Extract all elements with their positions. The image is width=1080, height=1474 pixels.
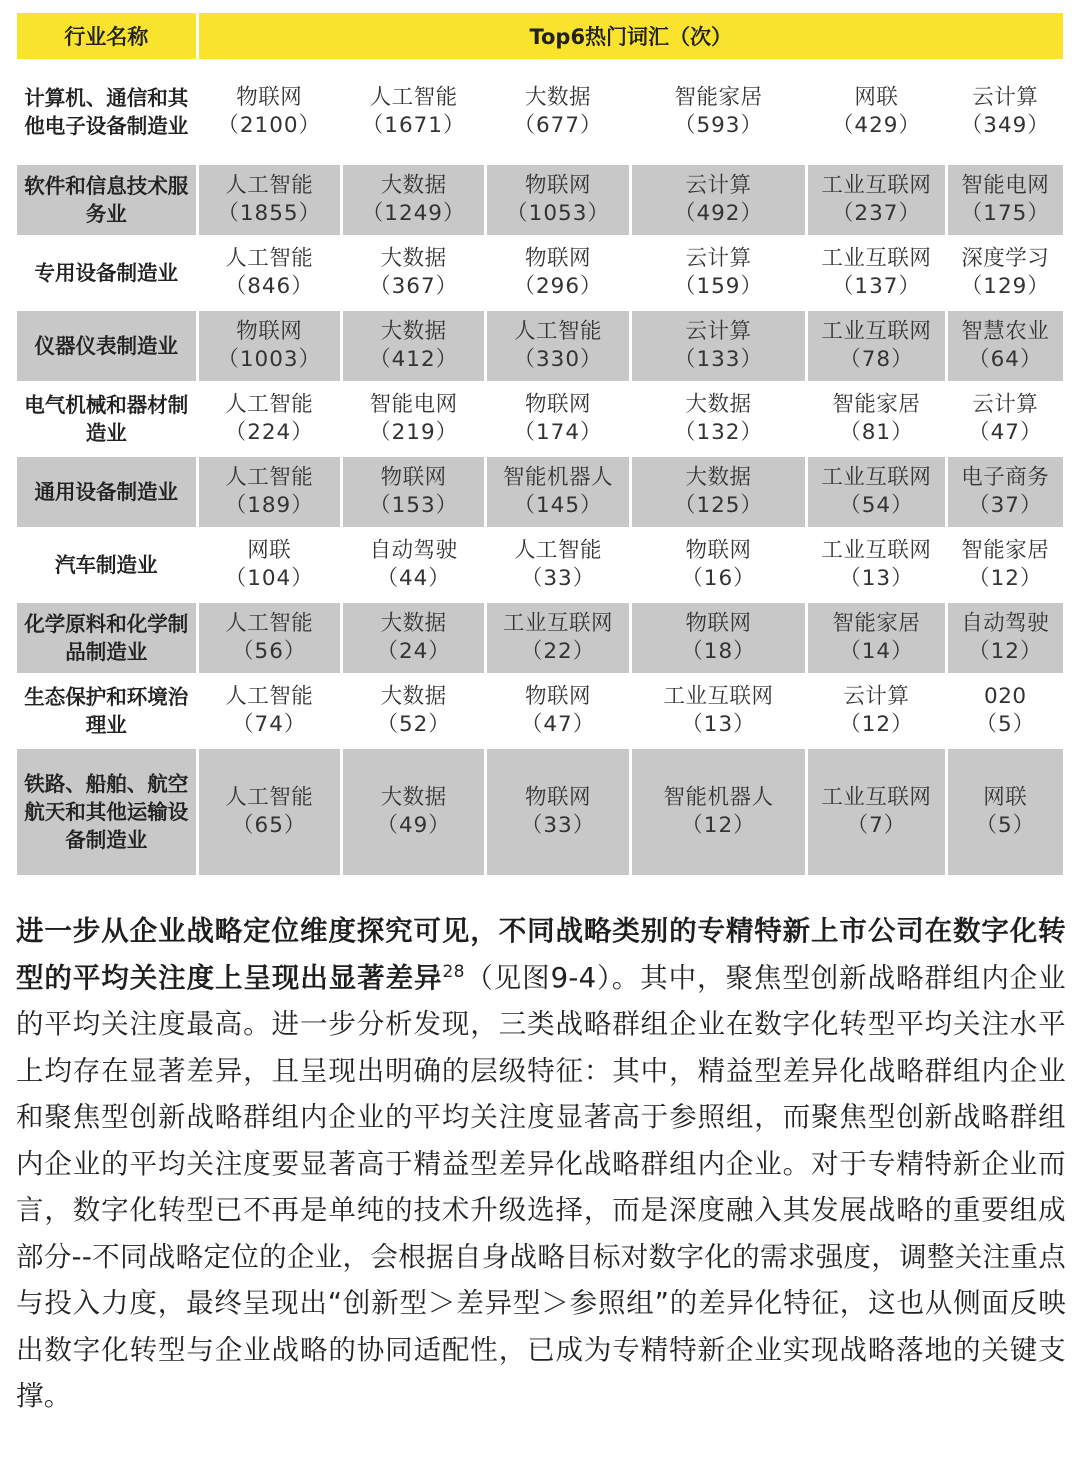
keyword-cell xyxy=(199,603,340,673)
keyword-count: （104） xyxy=(224,566,314,591)
keyword-cell xyxy=(632,749,806,875)
keyword-term: 智能电网 xyxy=(961,173,1050,198)
keyword-term: 大数据 xyxy=(380,319,447,344)
keyword-term: 人工智能 xyxy=(225,785,314,810)
paragraph-bold-lead: 进一步从企业战略定位维度探究可见，不同战略类别的专精特新上市公司在数字化转型的平均关注度上呈现出显著差异 xyxy=(16,915,1066,994)
keyword-cell xyxy=(632,384,806,454)
table-row xyxy=(17,603,1063,673)
keyword-count: （12） xyxy=(681,813,756,838)
keyword-count: （159） xyxy=(673,274,763,299)
keyword-term: 大数据 xyxy=(380,173,447,198)
keyword-cell xyxy=(487,238,628,308)
keyword-term: 人工智能 xyxy=(514,319,603,344)
keyword-cell xyxy=(632,311,806,381)
keyword-count: （330） xyxy=(513,347,603,372)
keyword-term: 工业互联网 xyxy=(821,538,932,563)
keyword-cell xyxy=(808,530,944,600)
table-row xyxy=(17,457,1063,527)
keyword-cell xyxy=(948,165,1063,235)
keyword-count: （412） xyxy=(369,347,459,372)
keyword-term: 云计算 xyxy=(843,684,910,709)
keyword-cell xyxy=(948,238,1063,308)
keyword-cell xyxy=(199,530,340,600)
keyword-cell xyxy=(948,676,1063,746)
keyword-cell xyxy=(808,676,944,746)
keyword-term: 大数据 xyxy=(380,684,447,709)
industry-name: 软件和信息技术服务业 xyxy=(17,165,196,235)
table-header-row xyxy=(17,13,1063,59)
keyword-count: （56） xyxy=(232,639,307,664)
keyword-count: （296） xyxy=(513,274,603,299)
table-row xyxy=(17,311,1063,381)
keyword-term: 大数据 xyxy=(525,85,592,110)
keyword-term: 工业互联网 xyxy=(821,465,932,490)
industry-name: 仪器仪表制造业 xyxy=(17,311,196,381)
keyword-term: 物联网 xyxy=(525,246,592,271)
keyword-term: 物联网 xyxy=(525,173,592,198)
keyword-cell xyxy=(199,238,340,308)
keyword-count: （49） xyxy=(376,813,451,838)
keyword-cell xyxy=(199,62,340,162)
keyword-term: 物联网 xyxy=(525,785,592,810)
keyword-term: 智能家居 xyxy=(832,611,921,636)
keyword-term: 网联 xyxy=(247,538,292,563)
keyword-count: （74） xyxy=(232,712,307,737)
keyword-count: （13） xyxy=(681,712,756,737)
keyword-count: （78） xyxy=(839,347,914,372)
keyword-cell xyxy=(632,457,806,527)
keyword-count: （12） xyxy=(968,639,1043,664)
keyword-count: （367） xyxy=(369,274,459,299)
keyword-cell xyxy=(199,311,340,381)
keyword-cell xyxy=(632,62,806,162)
industry-name: 化学原料和化学制品制造业 xyxy=(17,603,196,673)
keyword-term: 云计算 xyxy=(685,173,752,198)
keyword-cell xyxy=(487,603,628,673)
keyword-term: 人工智能 xyxy=(225,392,314,417)
footnote-marker: 28 xyxy=(442,961,465,982)
keyword-count: （16） xyxy=(681,566,756,591)
keyword-count: （492） xyxy=(673,201,763,226)
keyword-term: 物联网 xyxy=(525,684,592,709)
keyword-count: （18） xyxy=(681,639,756,664)
keyword-count: （677） xyxy=(513,113,603,138)
keyword-cell xyxy=(199,384,340,454)
keyword-term: 智能机器人 xyxy=(663,785,774,810)
keyword-cell xyxy=(199,749,340,875)
keyword-count: （593） xyxy=(673,113,763,138)
keyword-cell xyxy=(808,311,944,381)
keyword-cell xyxy=(487,676,628,746)
keyword-count: （125） xyxy=(673,493,763,518)
keyword-term: 云计算 xyxy=(685,319,752,344)
keyword-term: 人工智能 xyxy=(369,85,458,110)
keyword-count: （22） xyxy=(520,639,596,664)
industry-name: 铁路、船舶、航空航天和其他运输设备制造业 xyxy=(17,749,196,875)
keyword-count: （1671） xyxy=(361,113,466,138)
keyword-term: 工业互联网 xyxy=(821,173,932,198)
table-row xyxy=(17,238,1063,308)
keyword-cell xyxy=(948,311,1063,381)
keyword-cell xyxy=(632,238,806,308)
keyword-cell xyxy=(487,311,628,381)
keyword-cell xyxy=(808,165,944,235)
keyword-term: 020 xyxy=(984,684,1027,709)
industry-name: 专用设备制造业 xyxy=(17,238,196,308)
keyword-cell xyxy=(808,384,944,454)
keyword-count: （1855） xyxy=(217,201,322,226)
keyword-term: 物联网 xyxy=(525,392,592,417)
keyword-cell xyxy=(948,749,1063,875)
keyword-cell xyxy=(948,384,1063,454)
keyword-term: 物联网 xyxy=(236,85,303,110)
keyword-cell xyxy=(632,603,806,673)
keyword-count: （219） xyxy=(369,420,459,445)
keyword-term: 大数据 xyxy=(685,392,752,417)
keyword-term: 网联 xyxy=(983,785,1028,810)
keyword-cell xyxy=(632,530,806,600)
keyword-term: 物联网 xyxy=(685,538,752,563)
keyword-cell xyxy=(343,62,484,162)
keyword-count: （237） xyxy=(831,201,921,226)
keyword-term: 自动驾驶 xyxy=(961,611,1050,636)
keyword-term: 大数据 xyxy=(380,785,447,810)
keyword-cell xyxy=(487,165,628,235)
keyword-count: （2100） xyxy=(217,113,322,138)
keyword-term: 人工智能 xyxy=(225,684,314,709)
analysis-paragraph xyxy=(16,908,1066,1420)
keyword-cell xyxy=(343,530,484,600)
keyword-count: （429） xyxy=(831,113,921,138)
keyword-cell xyxy=(632,676,806,746)
keyword-cell xyxy=(343,749,484,875)
keyword-cell xyxy=(487,457,628,527)
paragraph-body: （见图9-4）。其中，聚焦型创新战略群组内企业的平均关注度最高。进一步分析发现，三类战略群组企业在数字化转型平均关注水平上均存在显著差异，且呈现出明确的层级特征：其中，精益型差异化战略群组内企业和聚焦型创新战略群组内企业的平均关注度显著高于参照组，而聚焦型创新战略群组内企业的平均关注度要显著高于精益型差异化战略群组内企业。对于专精特新企业而言，数字化转型已不再是单纯的技术升级选择，而是深度融入其发展战略的重要组成部分--不同战略定位的企业，会根据自身战略目标对数字化的需求强度，调整关注重点与投入力度，最终呈现出“创新型＞差异型＞参照组”的差异化特征，这也从侧面反映出数字化转型与企业战略的协同适配性，已成为专精特新企业实现战略落地的关键支撑。 xyxy=(16,961,1066,1412)
keyword-count: （153） xyxy=(369,493,459,518)
keyword-count: （64） xyxy=(968,347,1043,372)
keyword-cell xyxy=(487,530,628,600)
keyword-count: （52） xyxy=(376,712,451,737)
industry-name: 计算机、通信和其他电子设备制造业 xyxy=(17,62,196,162)
keyword-cell xyxy=(343,165,484,235)
keyword-term: 智能机器人 xyxy=(503,465,614,490)
keyword-term: 智慧农业 xyxy=(961,319,1050,344)
keyword-cell xyxy=(808,457,944,527)
keyword-cell xyxy=(948,530,1063,600)
keyword-count: （175） xyxy=(960,201,1050,226)
keyword-cell xyxy=(808,62,944,162)
header-keywords: Top6热门词汇（次） xyxy=(199,13,1063,59)
keyword-term: 自动驾驶 xyxy=(369,538,458,563)
keyword-term: 智能家居 xyxy=(961,538,1050,563)
keyword-count: （65） xyxy=(232,813,307,838)
table-row xyxy=(17,749,1063,875)
keyword-count: （37） xyxy=(968,493,1043,518)
keyword-term: 云计算 xyxy=(685,246,752,271)
keyword-count: （47） xyxy=(520,712,596,737)
keyword-cell xyxy=(487,749,628,875)
industry-name: 生态保护和环境治理业 xyxy=(17,676,196,746)
keyword-cell xyxy=(808,749,944,875)
keyword-cell xyxy=(199,676,340,746)
keyword-term: 物联网 xyxy=(236,319,303,344)
keyword-term: 深度学习 xyxy=(961,246,1050,271)
keyword-term: 人工智能 xyxy=(225,611,314,636)
keyword-count: （14） xyxy=(839,639,914,664)
table-row xyxy=(17,676,1063,746)
keyword-term: 物联网 xyxy=(380,465,447,490)
keyword-cell xyxy=(199,457,340,527)
keyword-count: （1053） xyxy=(506,201,610,226)
table-row xyxy=(17,384,1063,454)
table-body xyxy=(17,62,1063,875)
keyword-cell xyxy=(343,603,484,673)
keyword-term: 工业互联网 xyxy=(821,319,932,344)
keyword-term: 工业互联网 xyxy=(663,684,774,709)
keyword-term: 智能家居 xyxy=(832,392,921,417)
keyword-count: （189） xyxy=(224,493,314,518)
keyword-term: 云计算 xyxy=(972,392,1039,417)
keyword-term: 人工智能 xyxy=(225,173,314,198)
keyword-term: 网联 xyxy=(854,85,899,110)
keyword-cell xyxy=(808,603,944,673)
keyword-cell xyxy=(948,457,1063,527)
industry-name: 通用设备制造业 xyxy=(17,457,196,527)
keyword-cell xyxy=(487,384,628,454)
keyword-count: （5） xyxy=(975,813,1036,838)
keyword-term: 工业互联网 xyxy=(821,246,932,271)
keyword-term: 人工智能 xyxy=(225,465,314,490)
keyword-count: （81） xyxy=(839,420,914,445)
keyword-term: 物联网 xyxy=(685,611,752,636)
keyword-count: （349） xyxy=(960,113,1050,138)
keyword-cell xyxy=(948,603,1063,673)
keyword-term: 工业互联网 xyxy=(821,785,932,810)
industry-name: 汽车制造业 xyxy=(17,530,196,600)
keyword-count: （7） xyxy=(846,813,907,838)
keyword-count: （12） xyxy=(839,712,914,737)
keyword-count: （846） xyxy=(224,274,314,299)
keyword-count: （33） xyxy=(520,813,596,838)
keyword-count: （54） xyxy=(839,493,914,518)
keyword-term: 智能家居 xyxy=(674,85,763,110)
keyword-count: （5） xyxy=(975,712,1036,737)
keyword-cell xyxy=(343,311,484,381)
keyword-cell xyxy=(948,62,1063,162)
keyword-count: （12） xyxy=(968,566,1043,591)
keyword-term: 人工智能 xyxy=(225,246,314,271)
keyword-cell xyxy=(808,238,944,308)
keyword-count: （33） xyxy=(520,566,596,591)
industry-name: 电气机械和器材制造业 xyxy=(17,384,196,454)
keyword-cell xyxy=(343,676,484,746)
keyword-count: （44） xyxy=(376,566,451,591)
keyword-count: （1249） xyxy=(361,201,466,226)
keyword-cell xyxy=(632,165,806,235)
keyword-term: 大数据 xyxy=(685,465,752,490)
keyword-count: （133） xyxy=(673,347,763,372)
keyword-term: 云计算 xyxy=(972,85,1039,110)
keyword-term: 大数据 xyxy=(380,611,447,636)
keyword-count: （13） xyxy=(839,566,914,591)
keyword-count: （137） xyxy=(831,274,921,299)
keyword-cell xyxy=(343,384,484,454)
keyword-count: （145） xyxy=(513,493,603,518)
industry-keyword-table xyxy=(14,10,1066,878)
keyword-term: 大数据 xyxy=(380,246,447,271)
keyword-cell xyxy=(487,62,628,162)
keyword-count: （174） xyxy=(513,420,603,445)
keyword-term: 工业互联网 xyxy=(503,611,614,636)
table-row xyxy=(17,165,1063,235)
keyword-cell xyxy=(343,238,484,308)
keyword-term: 智能电网 xyxy=(369,392,458,417)
keyword-count: （24） xyxy=(376,639,451,664)
table-row xyxy=(17,530,1063,600)
keyword-term: 人工智能 xyxy=(514,538,603,563)
keyword-cell xyxy=(199,165,340,235)
keyword-count: （224） xyxy=(224,420,314,445)
table-row xyxy=(17,62,1063,162)
header-industry: 行业名称 xyxy=(17,13,196,59)
keyword-count: （129） xyxy=(960,274,1050,299)
keyword-cell xyxy=(343,457,484,527)
keyword-count: （132） xyxy=(673,420,763,445)
keyword-count: （47） xyxy=(968,420,1043,445)
keyword-count: （1003） xyxy=(217,347,322,372)
keyword-term: 电子商务 xyxy=(961,465,1050,490)
